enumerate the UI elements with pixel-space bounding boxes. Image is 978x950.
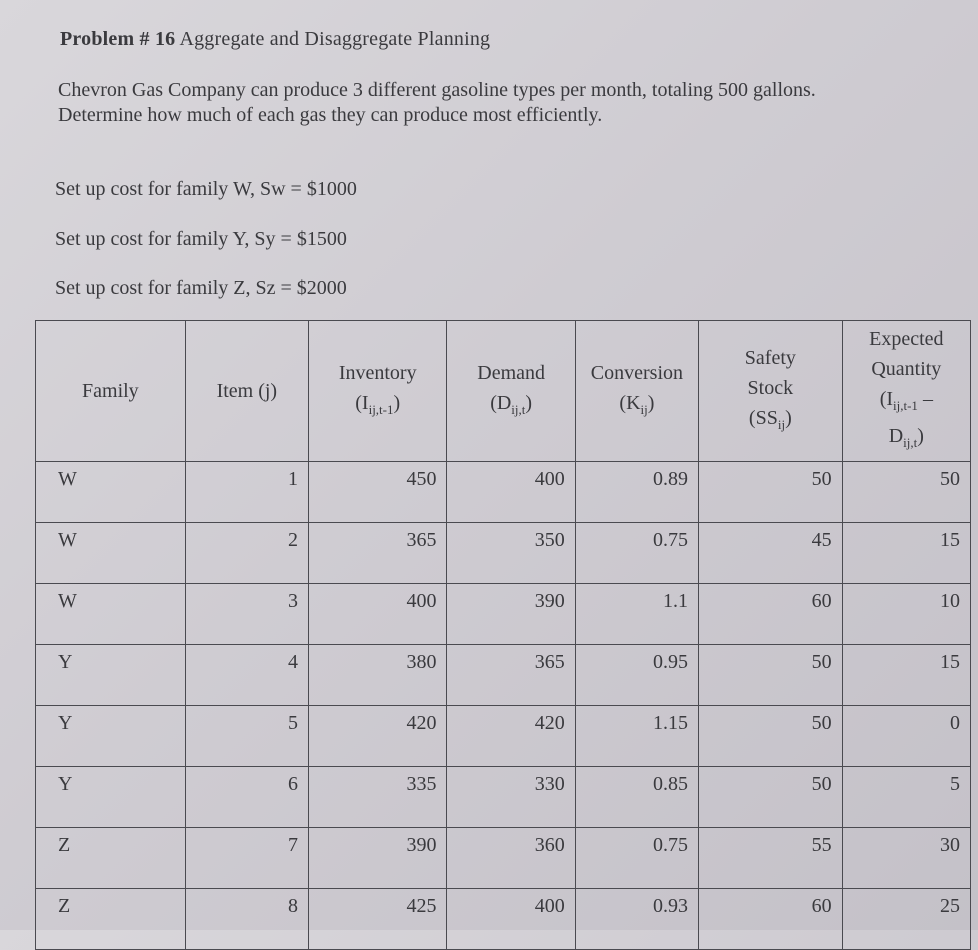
cell-inventory: 335 xyxy=(308,767,447,828)
cell-demand: 350 xyxy=(447,523,575,584)
problem-label: Problem # 16 xyxy=(60,28,176,50)
cell-conversion: 0.75 xyxy=(575,523,698,584)
intro-line-1: Chevron Gas Company can produce 3 different gasoline types per month, totaling 500 gallons. xyxy=(58,79,816,101)
cell-conversion: 1.15 xyxy=(575,706,698,767)
table-row xyxy=(36,706,971,767)
cell-item: 3 xyxy=(185,584,308,645)
header-inventory: Inventory $(I_{ij,t-1})$ xyxy=(308,321,447,462)
table-row xyxy=(36,523,971,584)
cell-expected-quantity: 25 xyxy=(842,889,970,950)
table-header-row xyxy=(36,321,971,462)
cell-item: 8 xyxy=(185,889,308,950)
cell-family: W xyxy=(36,462,186,523)
cell-expected-quantity: 5 xyxy=(842,767,970,828)
cell-conversion: 0.75 xyxy=(575,828,698,889)
setup-cost-y: Set up cost for family Y, Sy = $1500 xyxy=(55,228,347,250)
cell-inventory: 420 xyxy=(308,706,447,767)
table-row xyxy=(36,584,971,645)
setup-cost-z: Set up cost for family Z, Sz = $2000 xyxy=(55,277,347,299)
setup-cost-w: Set up cost for family W, Sw = $1000 xyxy=(55,178,357,200)
cell-safety-stock: 55 xyxy=(699,828,843,889)
cell-item: 2 xyxy=(185,523,308,584)
header-family: Family xyxy=(36,321,186,462)
problem-title xyxy=(60,28,490,51)
cell-safety-stock: 45 xyxy=(699,523,843,584)
table-row xyxy=(36,889,971,950)
cell-demand: 390 xyxy=(447,584,575,645)
cell-conversion: 1.1 xyxy=(575,584,698,645)
cell-conversion: 0.93 xyxy=(575,889,698,950)
cell-expected-quantity: 30 xyxy=(842,828,970,889)
cell-family: Y xyxy=(36,767,186,828)
header-conversion: Conversion $(K_{ij})$ xyxy=(575,321,698,462)
cell-demand: 400 xyxy=(447,462,575,523)
intro-paragraph xyxy=(58,78,938,128)
cell-safety-stock: 50 xyxy=(699,645,843,706)
cell-inventory: 380 xyxy=(308,645,447,706)
cell-family: W xyxy=(36,584,186,645)
cell-inventory: 400 xyxy=(308,584,447,645)
table-row xyxy=(36,828,971,889)
cell-demand: 400 xyxy=(447,889,575,950)
cell-item: 5 xyxy=(185,706,308,767)
cell-conversion: 0.95 xyxy=(575,645,698,706)
cell-family: Z xyxy=(36,889,186,950)
cell-inventory: 425 xyxy=(308,889,447,950)
cell-item: 7 xyxy=(185,828,308,889)
table-row xyxy=(36,462,971,523)
cell-demand: 420 xyxy=(447,706,575,767)
header-demand: Demand $(D_{ij,t})$ xyxy=(447,321,575,462)
header-expected-quantity: Expected Quantity ($I_{ij,t-1}$ – $D_{ij,t}$) xyxy=(842,321,970,462)
cell-family: Y xyxy=(36,645,186,706)
cell-inventory: 365 xyxy=(308,523,447,584)
cell-family: Y xyxy=(36,706,186,767)
cell-safety-stock: 60 xyxy=(699,584,843,645)
cell-conversion: 0.85 xyxy=(575,767,698,828)
header-safety-stock: Safety Stock $(SS_{ij})$ xyxy=(699,321,843,462)
table-row xyxy=(36,645,971,706)
cell-item: 1 xyxy=(185,462,308,523)
cell-family: W xyxy=(36,523,186,584)
planning-table xyxy=(35,320,971,950)
cell-conversion: 0.89 xyxy=(575,462,698,523)
table-row xyxy=(36,767,971,828)
cell-expected-quantity: 10 xyxy=(842,584,970,645)
cell-demand: 365 xyxy=(447,645,575,706)
cell-safety-stock: 50 xyxy=(699,706,843,767)
header-item: Item (j) xyxy=(185,321,308,462)
cell-item: 4 xyxy=(185,645,308,706)
cell-expected-quantity: 15 xyxy=(842,645,970,706)
cell-family: Z xyxy=(36,828,186,889)
cell-inventory: 450 xyxy=(308,462,447,523)
cell-item: 6 xyxy=(185,767,308,828)
cell-safety-stock: 50 xyxy=(699,767,843,828)
cell-expected-quantity: 50 xyxy=(842,462,970,523)
cell-inventory: 390 xyxy=(308,828,447,889)
intro-line-2: Determine how much of each gas they can produce most efficiently. xyxy=(58,104,603,126)
cell-expected-quantity: 15 xyxy=(842,523,970,584)
cell-demand: 360 xyxy=(447,828,575,889)
problem-heading: Aggregate and Disaggregate Planning xyxy=(179,28,491,50)
cell-safety-stock: 50 xyxy=(699,462,843,523)
cell-safety-stock: 60 xyxy=(699,889,843,950)
cell-expected-quantity: 0 xyxy=(842,706,970,767)
cell-demand: 330 xyxy=(447,767,575,828)
